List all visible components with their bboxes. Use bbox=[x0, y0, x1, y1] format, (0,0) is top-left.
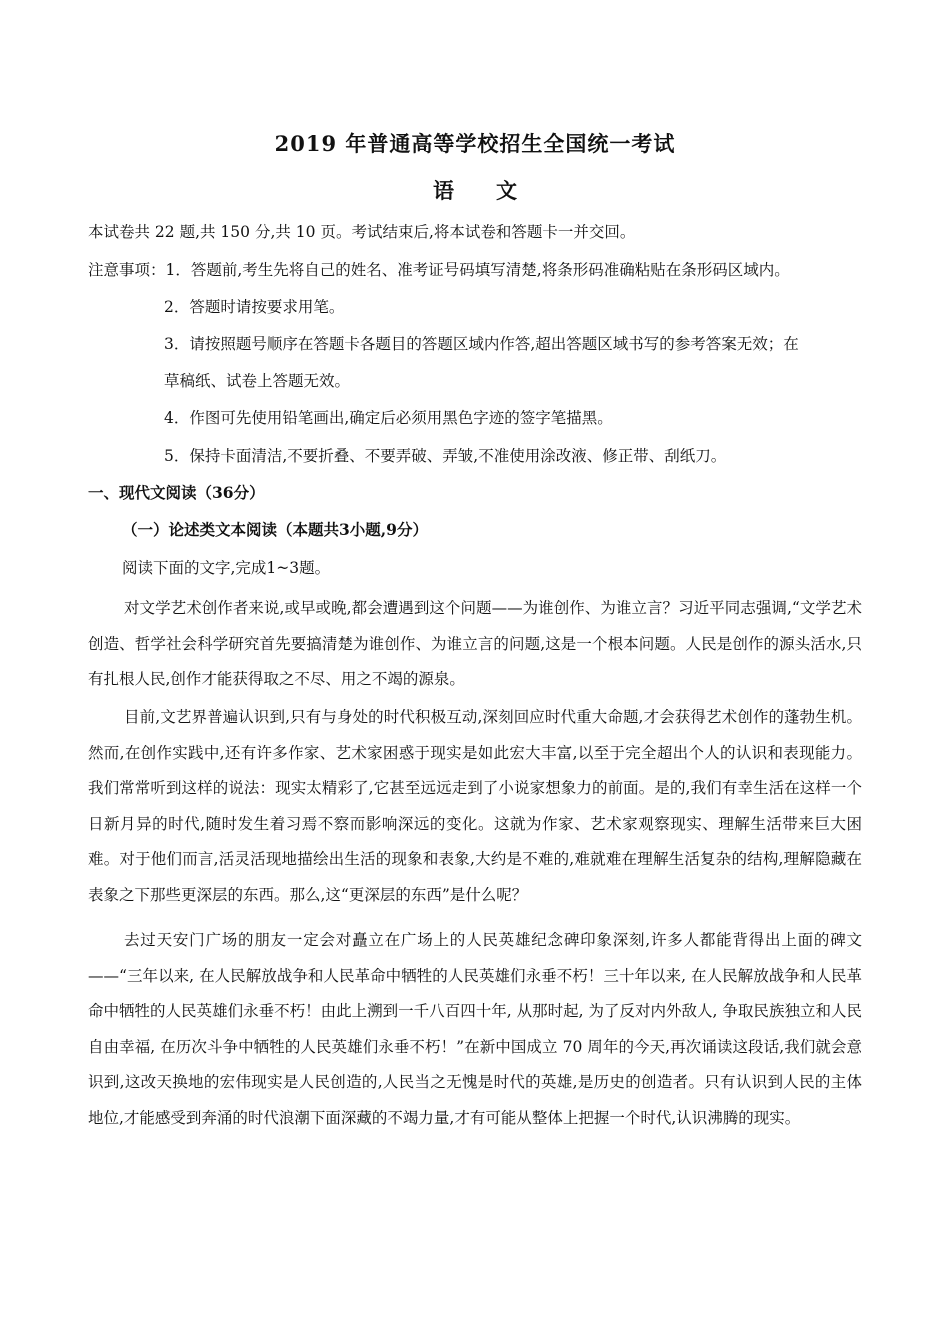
notice-item-3: 3．请按照题号顺序在答题卡各题目的答题区域内作答,超出答题区域书写的参考答案无效；在 bbox=[164, 335, 799, 353]
passage-paragraph-1: 对文学艺术创作者来说,或早或晚,都会遭遇到这个问题——为谁创作、为谁立言？习近平同志强调,“文学艺术创造、哲学社会科学研究首先要搞清楚为谁创作、为谁立言的问题,这是一个根本问题。人民是创作的源头活水,只有扎根人民,创作才能获得取之不尽、用之不竭的源泉。 bbox=[88, 599, 862, 688]
passage-paragraph-3: 去过天安门广场的朋友一定会对矗立在广场上的人民英雄纪念碑印象深刻,许多人都能背得出上面的碑文——“三年以来, 在人民解放战争和人民革命中牺牲的人民英雄们永垂不朽！三十年以来, 在人民解放战争和人民革命中牺牲的人民英雄们永垂不朽！由此上溯到一千八百四十年, 从那时起, 为了反对内外敌人, 争取民族独立和人民自由幸福, 在历次斗争中牺牲的人民英雄们永垂不朽！”在新中国成立 70 周年的今天,再次诵读这段话,我们就会意识到,这改天换地的宏伟现实是人民创造的,人民当之无愧是时代的英雄,是历史的创造者。只有认识到人民的主体地位,才能感受到奔涌的时代浪潮下面深藏的不竭力量,才有可能从整体上把握一个时代,认识沸腾的现实。 bbox=[88, 931, 862, 1127]
passage-paragraph-2: 目前,文艺界普遍认识到,只有与身处的时代积极互动,深刻回应时代重大命题,才会获得艺术创作的蓬勃生机。然而,在创作实践中,还有许多作家、艺术家困惑于现实是如此宏大丰富,以至于完全超出个人的认识和表现能力。我们常常听到这样的说法：现实太精彩了,它甚至远远走到了小说家想象力的前面。是的,我们有幸生活在这样一个日新月异的时代,随时发生着习焉不察而影响深远的变化。这就为作家、艺术家观察现实、理解生活带来巨大困难。对于他们而言,活灵活现地描绘出生活的现象和表象,大约是不难的,难就难在理解生活复杂的结构,理解隐藏在表象之下那些更深层的东西。那么,这“更深层的东西”是什么呢？ bbox=[88, 708, 862, 904]
exam-title: 2019 年普通高等学校招生全国统一考试 bbox=[274, 131, 676, 156]
notice-item-1: 注意事项：1．答题前,考生先将自己的姓名、准考证号码填写清楚,将条形码准确粘贴在条形码区域内。 bbox=[88, 261, 790, 279]
notice-item-3-cont: 草稿纸、试卷上答题无效。 bbox=[164, 372, 351, 390]
notice-item-4: 4．作图可先使用铅笔画出,确定后必须用黑色字迹的签字笔描黑。 bbox=[164, 409, 613, 427]
reading-instruction: 阅读下面的文字,完成1~3题。 bbox=[122, 559, 331, 577]
exam-intro: 本试卷共 22 题,共 150 分,共 10 页。考试结束后,将本试卷和答题卡一并交回。 bbox=[88, 223, 636, 241]
section-heading: 一、现代文阅读（36分） bbox=[88, 483, 265, 502]
notice-item-2: 2．答题时请按要求用笔。 bbox=[164, 298, 345, 316]
subject-title: 语 文 bbox=[433, 178, 517, 203]
notice-item-5: 5．保持卡面清洁,不要折叠、不要弄破、弄皱,不准使用涂改液、修正带、刮纸刀。 bbox=[164, 447, 727, 465]
sub-section-heading: （一）论述类文本阅读（本题共3小题,9分） bbox=[122, 520, 428, 539]
